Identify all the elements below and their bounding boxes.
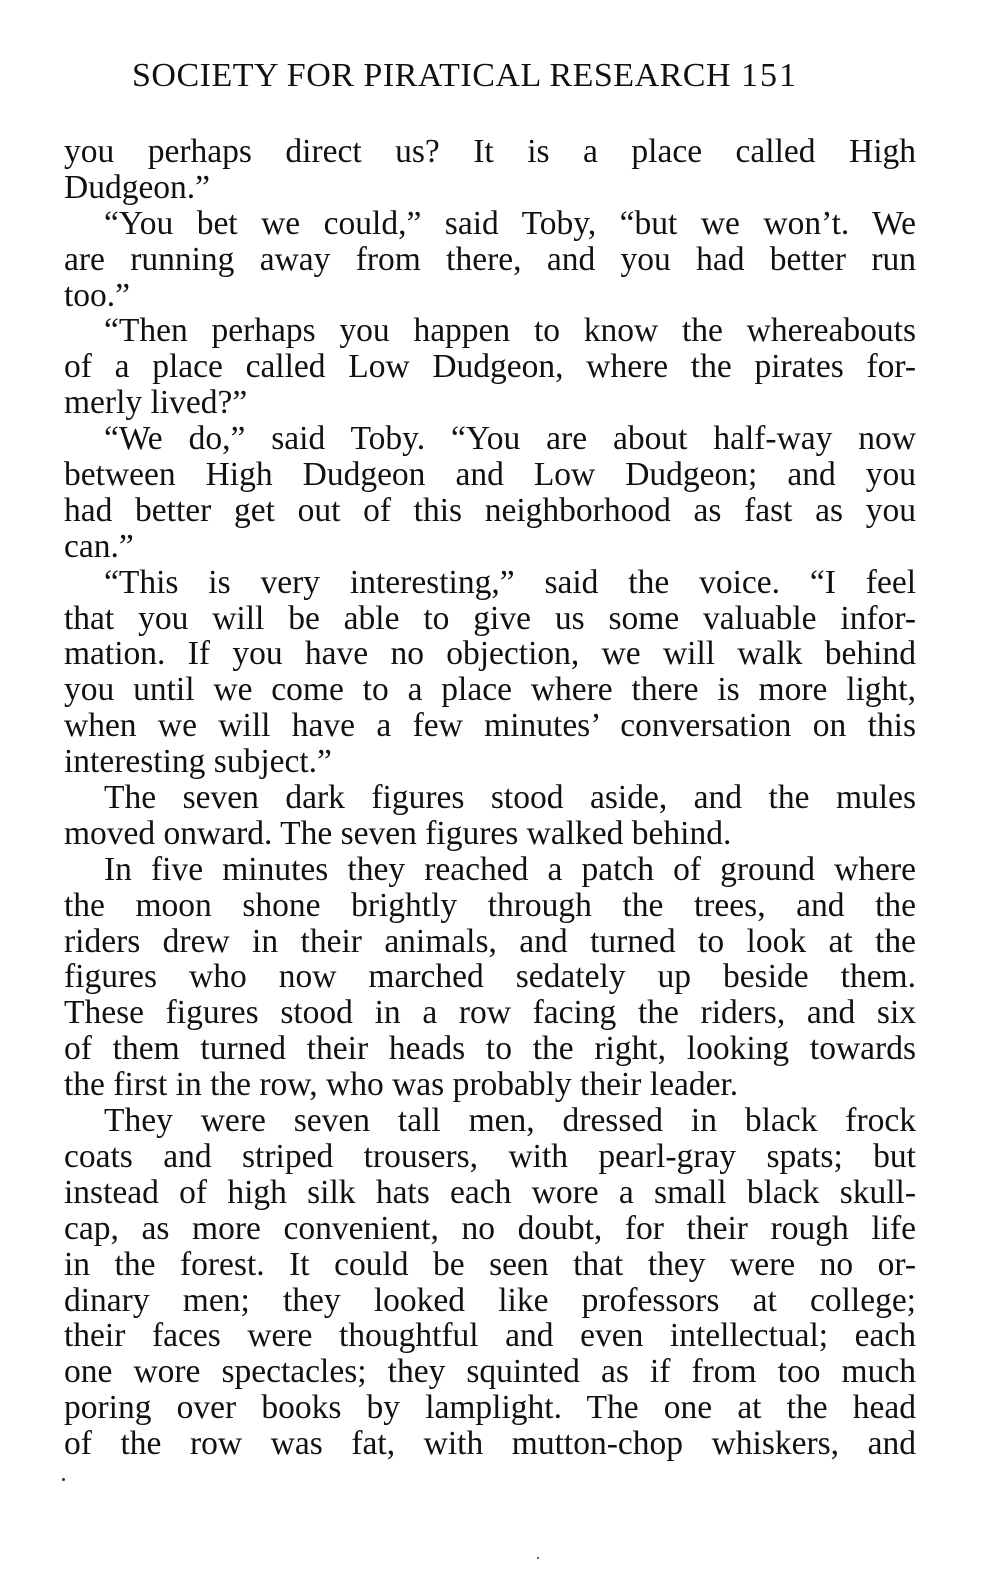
text-line: “You bet we could,” said Toby, “but we won’t. We	[104, 205, 916, 242]
page-number: 151	[741, 57, 799, 94]
text-line: riders drew in their animals, and turned to look at the	[64, 923, 916, 960]
text-line: These figures stood in a row facing the riders, and six	[64, 995, 916, 1032]
text-line: of the row was fat, with mutton-chop whiskers, and	[64, 1426, 916, 1462]
body-text	[64, 134, 916, 1462]
text-line: interesting subject.”	[64, 744, 332, 781]
running-head-title: SOCIETY FOR PIRATICAL RESEARCH	[132, 57, 732, 94]
print-speck	[537, 1557, 539, 1559]
text-line: can.”	[64, 528, 134, 565]
text-line: too.”	[64, 277, 131, 314]
text-line: The seven dark figures stood aside, and the mules	[104, 780, 916, 816]
text-line: that you will be able to give us some valuable infor-	[64, 600, 916, 637]
text-line: had better get out of this neighborhood as fast as you	[64, 492, 916, 529]
text-line: you until we come to a place where there is more light,	[64, 672, 916, 709]
text-line: instead of high silk hats each wore a small black skull-	[64, 1174, 916, 1211]
text-line: one wore spectacles; they squinted as if from too much	[64, 1354, 916, 1391]
text-line: the first in the row, who was probably their leader.	[64, 1067, 739, 1104]
text-line: coats and striped trousers, with pearl-gray spats; but	[64, 1138, 916, 1175]
text-line: the moon shone brightly through the trees, and the	[64, 887, 916, 924]
text-line: when we will have a few minutes’ conversation on this	[64, 708, 916, 745]
print-speck	[62, 1478, 65, 1481]
text-line: They were seven tall men, dressed in black frock	[104, 1103, 916, 1139]
text-line: “We do,” said Toby. “You are about half-way now	[104, 421, 916, 458]
text-line: merly lived?”	[64, 385, 248, 422]
text-line: of them turned their heads to the right, looking towards	[64, 1031, 916, 1068]
text-line: of a place called Low Dudgeon, where the pirates for-	[64, 349, 916, 386]
text-line: In five minutes they reached a patch of ground where	[104, 851, 916, 888]
text-line: in the forest. It could be seen that they were no or-	[64, 1246, 916, 1283]
text-line: Dudgeon.”	[64, 169, 211, 206]
running-head	[132, 56, 912, 96]
text-line: figures who now marched sedately up beside them.	[64, 959, 916, 996]
text-line: “Then perhaps you happen to know the whereabouts	[104, 313, 916, 350]
text-line: between High Dudgeon and Low Dudgeon; and you	[64, 457, 916, 493]
text-line: “This is very interesting,” said the voice. “I feel	[104, 564, 916, 601]
text-line: dinary men; they looked like professors at college;	[64, 1282, 916, 1319]
text-line: poring over books by lamplight. The one at the head	[64, 1390, 916, 1427]
text-line: you perhaps direct us? It is a place called High	[64, 134, 916, 170]
text-line: are running away from there, and you had better run	[64, 241, 916, 278]
text-line: cap, as more convenient, no doubt, for their rough life	[64, 1210, 916, 1247]
text-line: mation. If you have no objection, we will walk behind	[64, 636, 916, 673]
text-line: moved onward. The seven figures walked behind.	[64, 815, 732, 852]
text-line: their faces were thoughtful and even intellectual; each	[64, 1318, 916, 1355]
